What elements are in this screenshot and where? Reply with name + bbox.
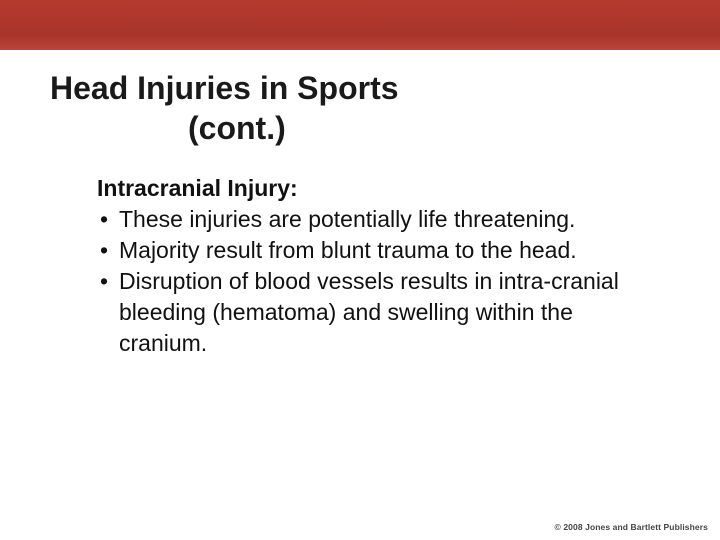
bullet-icon: •: [100, 237, 109, 263]
bullet-item: [97, 235, 654, 266]
bullet-list: [97, 204, 677, 359]
bullet-item: [97, 204, 654, 235]
bullet-text: Majority result from blunt trauma to the head.: [119, 237, 577, 263]
top-banner: [0, 0, 720, 50]
slide-body: [97, 173, 677, 359]
slide-title: [50, 68, 470, 148]
section-heading: Intracranial Injury:: [97, 175, 298, 201]
title-line-2: (cont.): [188, 110, 286, 146]
bullet-text: These injuries are potentially life threatening.: [119, 206, 576, 232]
bullet-text: Disruption of blood vessels results in intra-cranial bleeding (hematoma) and swelling within the cranium.: [119, 268, 619, 356]
title-line-1: Head Injuries in Sports: [50, 70, 399, 106]
bullet-item: [97, 266, 654, 359]
bullet-icon: •: [100, 206, 109, 232]
bullet-icon: •: [100, 268, 109, 294]
copyright-footer: © 2008 Jones and Bartlett Publishers: [554, 522, 708, 532]
